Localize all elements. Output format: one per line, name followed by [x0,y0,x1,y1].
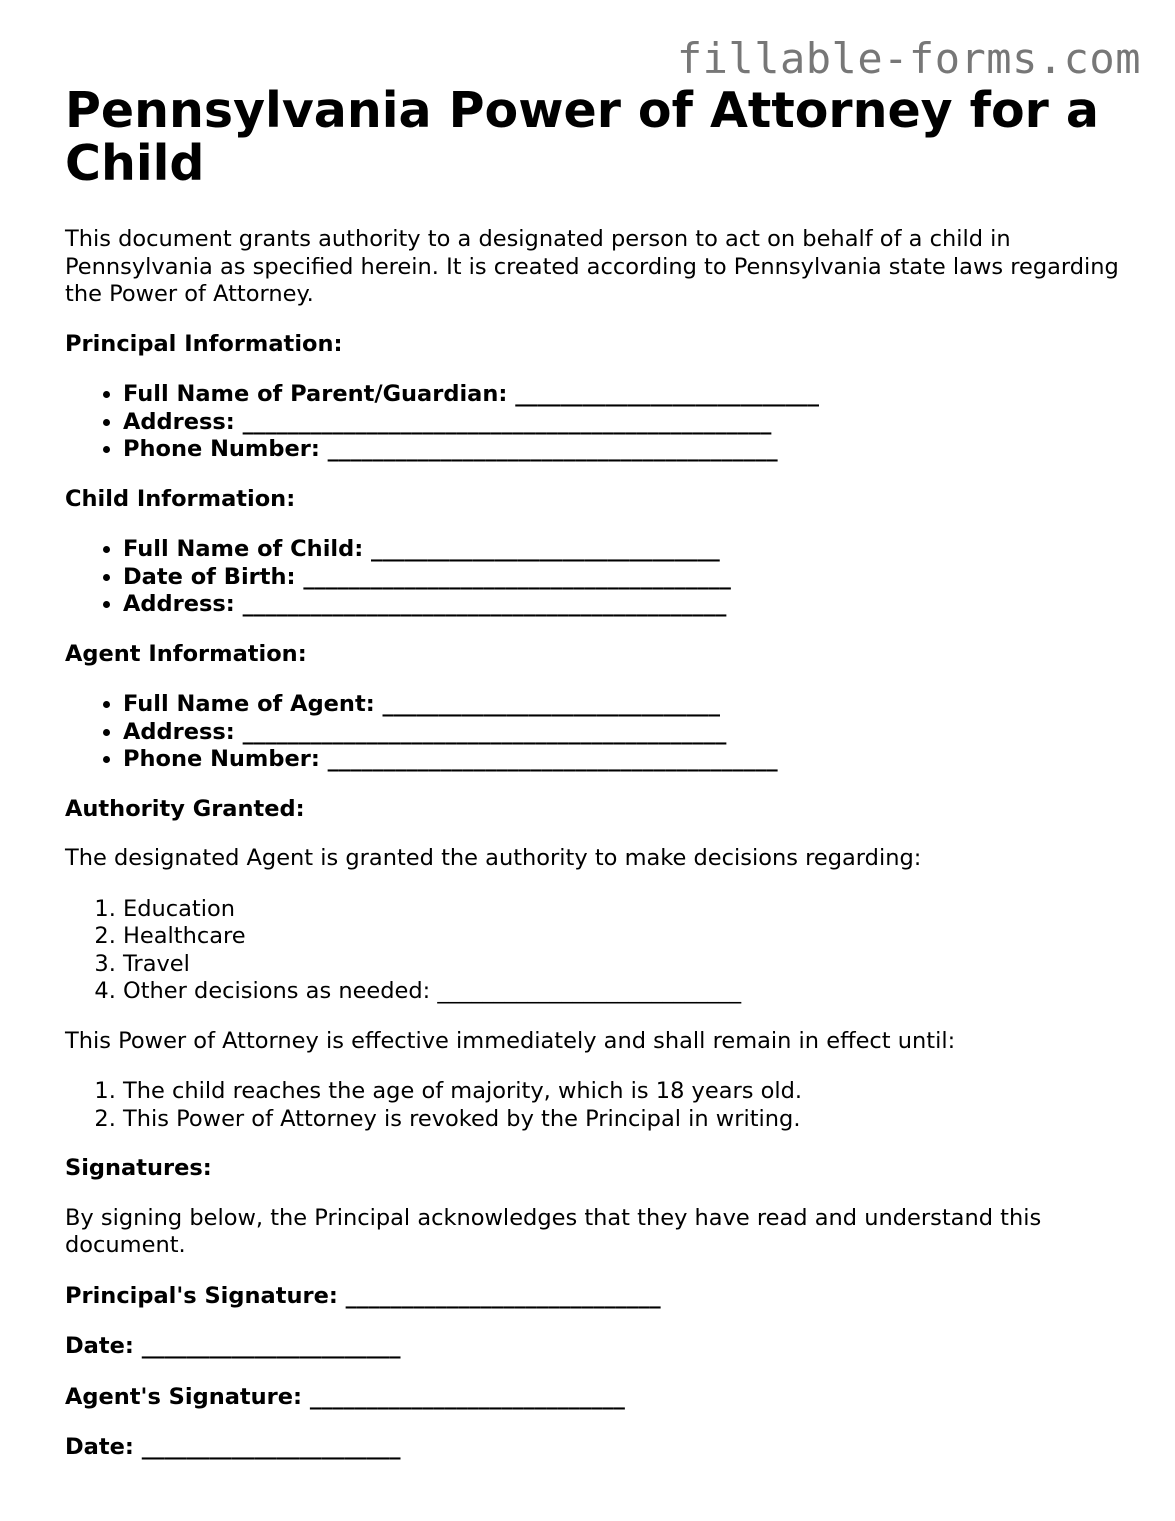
watermark: fillable-forms.com [676,34,1141,83]
principal-phone-field[interactable]: • Phone Number: ________________________________________ [123,436,1125,464]
authority-intro: The designated Agent is granted the authority to make decisions regarding: [65,845,922,871]
principal-address-field[interactable]: • Address: _______________________________________________ [123,409,1125,437]
authority-heading: Authority Granted: [65,795,305,822]
agent-heading: Agent Information: [65,640,307,667]
intro-paragraph: This document grants authority to a designated person to act on behalf of a child in Pennsylvania as specified herein. It is created according to Pennsylvania state laws regarding the Power of Attorney. [65,226,1119,307]
agent-name-field[interactable]: • Full Name of Agent: ______________________________ [123,691,1125,719]
condition-revoked: 2. This Power of Attorney is revoked by the Principal in writing. [123,1106,1125,1134]
authority-item-travel: 3. Travel [123,951,1125,979]
authority-item-healthcare: 2. Healthcare [123,923,1125,951]
agent-phone-field[interactable]: • Phone Number: ________________________________________ [123,746,1125,774]
document-title: Pennsylvania Power of Attorney for a Child [65,82,1099,192]
agent-signature-field[interactable]: Agent's Signature: ____________________________ [65,1383,625,1410]
condition-majority: 1. The child reaches the age of majority, which is 18 years old. [123,1078,1125,1106]
principal-fields-list [65,381,1125,464]
agent-address-field[interactable]: • Address: ___________________________________________ [123,719,1125,747]
agent-fields-list [65,691,1125,774]
document-page [65,84,1125,1462]
agent-date-field[interactable]: Date: _______________________ [65,1434,401,1460]
principal-name-field[interactable]: • Full Name of Parent/Guardian: ___________________________ [123,381,1125,409]
authority-item-other-field[interactable]: 4. Other decisions as needed: ___________________________ [123,978,1125,1006]
authority-items-list [65,896,1125,1006]
child-dob-field[interactable]: • Date of Birth: ______________________________________ [123,564,1125,592]
signatures-heading: Signatures: [65,1155,212,1181]
child-name-field[interactable]: • Full Name of Child: _______________________________ [123,536,1125,564]
child-heading: Child Information: [65,485,296,512]
signatures-statement: By signing below, the Principal acknowledges that they have read and understand this document. [65,1204,1042,1258]
child-fields-list [65,536,1125,619]
child-address-field[interactable]: • Address: ___________________________________________ [123,591,1125,619]
conditions-list [65,1078,1125,1133]
effective-statement: This Power of Attorney is effective immediately and shall remain in effect until: [65,1027,956,1054]
authority-item-education: 1. Education [123,896,1125,924]
principal-heading: Principal Information: [65,330,343,357]
principal-signature-field[interactable]: Principal's Signature: ____________________________ [65,1282,661,1309]
principal-date-field[interactable]: Date: _______________________ [65,1333,401,1359]
